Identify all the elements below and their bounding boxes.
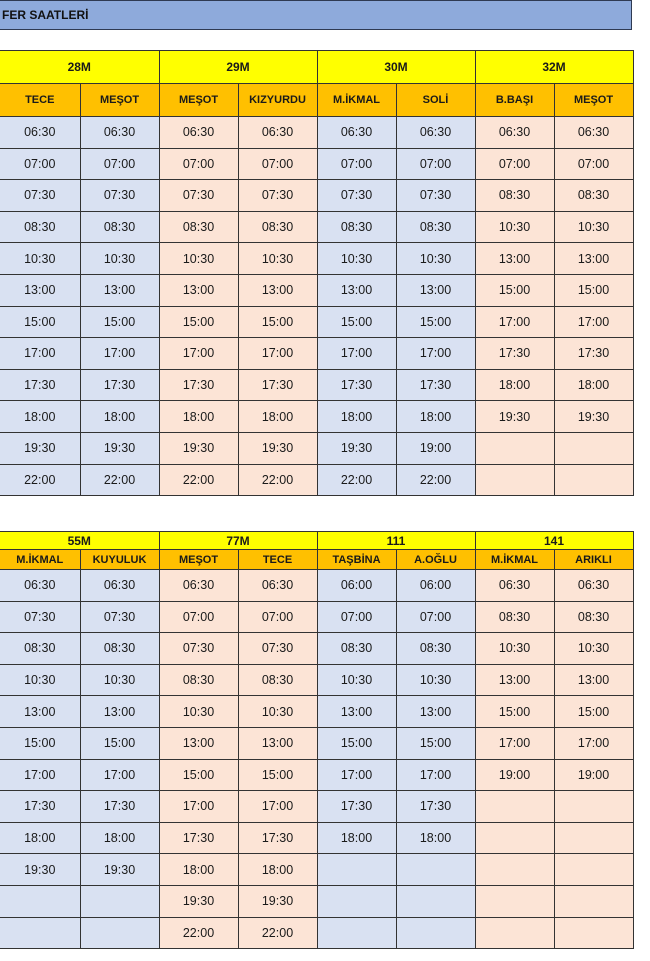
time-cell: 22:00: [396, 464, 475, 496]
time-cell: 17:00: [317, 759, 396, 791]
time-cell: 15:00: [554, 696, 633, 728]
table-row: [0, 148, 633, 180]
time-cell: 10:30: [317, 243, 396, 275]
route-header-cell: 55M: [0, 532, 159, 550]
table-row: [0, 759, 633, 791]
time-cell: 15:00: [317, 727, 396, 759]
time-cell: 08:30: [475, 601, 554, 633]
time-cell: 19:30: [0, 432, 80, 464]
time-cell: 15:00: [0, 727, 80, 759]
time-cell: 06:30: [475, 117, 554, 149]
time-cell: 10:30: [238, 243, 317, 275]
time-cell: 18:00: [317, 401, 396, 433]
time-cell: 10:30: [396, 664, 475, 696]
table-row: [0, 917, 633, 949]
time-cell: 08:30: [238, 211, 317, 243]
time-cell: 15:00: [238, 306, 317, 338]
table-row: [0, 727, 633, 759]
stop-header-cell: MEŞOT: [554, 84, 633, 117]
time-cell: 17:30: [396, 791, 475, 823]
schedule-table-2: [0, 531, 634, 949]
time-cell: 07:30: [396, 180, 475, 212]
time-cell: 13:00: [159, 274, 238, 306]
table-row: [0, 180, 633, 212]
time-cell: 08:30: [554, 601, 633, 633]
time-cell: 07:30: [0, 180, 80, 212]
stop-header-cell: M.İKMAL: [0, 550, 80, 570]
time-cell: [475, 917, 554, 949]
time-cell: 10:30: [475, 633, 554, 665]
time-cell: 17:00: [80, 759, 159, 791]
table-row: [0, 306, 633, 338]
time-cell: 10:30: [554, 211, 633, 243]
table-row: [0, 211, 633, 243]
time-cell: 18:00: [238, 854, 317, 886]
table-row: [0, 885, 633, 917]
time-cell: 17:00: [396, 338, 475, 370]
time-cell: [475, 791, 554, 823]
time-cell: 19:30: [238, 885, 317, 917]
time-cell: 17:30: [475, 338, 554, 370]
time-cell: [80, 917, 159, 949]
time-cell: [475, 885, 554, 917]
time-cell: 19:30: [554, 401, 633, 433]
table-row: [0, 401, 633, 433]
time-cell: 13:00: [554, 243, 633, 275]
stop-header-cell: KUYULUK: [80, 550, 159, 570]
time-cell: 08:30: [317, 211, 396, 243]
table-row: [0, 369, 633, 401]
time-cell: [396, 854, 475, 886]
table-row: [0, 274, 633, 306]
time-cell: 13:00: [396, 696, 475, 728]
time-cell: 15:00: [475, 274, 554, 306]
time-cell: 15:00: [159, 759, 238, 791]
time-cell: 13:00: [0, 274, 80, 306]
time-cell: 17:30: [317, 369, 396, 401]
time-cell: 07:30: [159, 633, 238, 665]
time-cell: 07:30: [80, 180, 159, 212]
time-cell: 18:00: [396, 401, 475, 433]
time-cell: 17:30: [0, 369, 80, 401]
time-cell: 15:00: [396, 306, 475, 338]
time-cell: 17:30: [159, 369, 238, 401]
stop-header-row: [0, 550, 633, 570]
time-cell: 17:00: [317, 338, 396, 370]
time-cell: 07:30: [80, 601, 159, 633]
time-cell: 10:30: [0, 664, 80, 696]
time-cell: 22:00: [238, 917, 317, 949]
time-cell: 07:30: [238, 180, 317, 212]
time-cell: 06:30: [238, 117, 317, 149]
table-row: [0, 338, 633, 370]
route-header-cell: 29M: [159, 51, 317, 84]
time-cell: 07:00: [238, 601, 317, 633]
table-row: [0, 243, 633, 275]
time-cell: 13:00: [475, 664, 554, 696]
time-cell: 17:00: [159, 791, 238, 823]
stop-header-cell: KIZYURDU: [238, 84, 317, 117]
time-cell: 19:30: [159, 885, 238, 917]
time-cell: 06:00: [396, 570, 475, 602]
time-cell: [80, 885, 159, 917]
time-cell: 13:00: [238, 274, 317, 306]
time-cell: 15:00: [238, 759, 317, 791]
time-cell: 08:30: [159, 664, 238, 696]
schedule-table-1: [0, 50, 634, 496]
time-cell: 07:00: [554, 148, 633, 180]
time-cell: 06:30: [554, 117, 633, 149]
time-cell: 17:00: [554, 306, 633, 338]
time-cell: 07:00: [159, 601, 238, 633]
stop-header-cell: TAŞBİNA: [317, 550, 396, 570]
time-cell: 17:30: [159, 822, 238, 854]
time-cell: 07:00: [475, 148, 554, 180]
time-cell: 17:00: [554, 727, 633, 759]
time-cell: 22:00: [0, 464, 80, 496]
time-cell: 19:30: [317, 432, 396, 464]
time-cell: 07:00: [159, 148, 238, 180]
table-row: [0, 464, 633, 496]
time-cell: [475, 464, 554, 496]
time-cell: 15:00: [80, 727, 159, 759]
time-cell: 13:00: [396, 274, 475, 306]
time-cell: 22:00: [238, 464, 317, 496]
time-cell: 07:30: [238, 633, 317, 665]
time-cell: 10:30: [396, 243, 475, 275]
time-cell: [0, 885, 80, 917]
table-row: [0, 854, 633, 886]
stop-header-cell: M.İKMAL: [317, 84, 396, 117]
time-cell: 17:00: [0, 338, 80, 370]
time-cell: [554, 917, 633, 949]
time-cell: 15:00: [396, 727, 475, 759]
route-header-cell: 30M: [317, 51, 475, 84]
time-cell: 06:30: [80, 117, 159, 149]
time-cell: 06:30: [554, 570, 633, 602]
time-cell: [475, 822, 554, 854]
time-cell: 10:30: [0, 243, 80, 275]
table-row: [0, 633, 633, 665]
stop-header-cell: A.OĞLU: [396, 550, 475, 570]
time-cell: 17:00: [80, 338, 159, 370]
time-cell: 08:30: [475, 180, 554, 212]
time-cell: 07:30: [159, 180, 238, 212]
time-cell: 18:00: [0, 401, 80, 433]
time-cell: 17:30: [238, 822, 317, 854]
time-cell: 15:00: [554, 274, 633, 306]
stop-header-row: [0, 84, 633, 117]
time-cell: 08:30: [0, 633, 80, 665]
time-cell: 17:00: [238, 338, 317, 370]
table-row: [0, 664, 633, 696]
time-cell: 06:30: [475, 570, 554, 602]
time-cell: 10:30: [80, 243, 159, 275]
time-cell: 10:30: [317, 664, 396, 696]
time-cell: 08:30: [554, 180, 633, 212]
time-cell: 18:00: [317, 822, 396, 854]
time-cell: 17:30: [396, 369, 475, 401]
time-cell: [317, 917, 396, 949]
time-cell: 17:00: [159, 338, 238, 370]
time-cell: 19:30: [238, 432, 317, 464]
time-cell: 18:00: [159, 401, 238, 433]
route-header-cell: 141: [475, 532, 633, 550]
route-header-cell: 28M: [0, 51, 159, 84]
time-cell: 15:00: [80, 306, 159, 338]
time-cell: 06:30: [317, 117, 396, 149]
time-cell: 08:30: [80, 211, 159, 243]
time-cell: 22:00: [159, 917, 238, 949]
time-cell: [554, 432, 633, 464]
time-cell: 08:30: [396, 633, 475, 665]
time-cell: 17:30: [238, 369, 317, 401]
time-cell: 19:30: [0, 854, 80, 886]
table-row: [0, 791, 633, 823]
time-cell: 17:00: [238, 791, 317, 823]
time-cell: 18:00: [396, 822, 475, 854]
time-cell: 15:00: [475, 696, 554, 728]
time-cell: [317, 885, 396, 917]
time-cell: 06:30: [238, 570, 317, 602]
table-row: [0, 432, 633, 464]
time-cell: 22:00: [317, 464, 396, 496]
route-header-row: [0, 51, 633, 84]
time-cell: 17:00: [475, 306, 554, 338]
stop-header-cell: MEŞOT: [159, 550, 238, 570]
time-cell: 07:00: [80, 148, 159, 180]
time-cell: 17:00: [0, 759, 80, 791]
time-cell: 18:00: [80, 822, 159, 854]
time-cell: 07:00: [317, 148, 396, 180]
time-cell: 15:00: [159, 306, 238, 338]
time-cell: 17:00: [475, 727, 554, 759]
time-cell: 06:30: [0, 570, 80, 602]
time-cell: 18:00: [159, 854, 238, 886]
time-cell: 13:00: [317, 274, 396, 306]
time-cell: 10:30: [159, 696, 238, 728]
time-cell: 06:30: [0, 117, 80, 149]
time-cell: [475, 432, 554, 464]
time-cell: 07:30: [0, 601, 80, 633]
time-cell: 13:00: [475, 243, 554, 275]
time-cell: 15:00: [317, 306, 396, 338]
time-cell: 08:30: [159, 211, 238, 243]
time-cell: 19:30: [80, 854, 159, 886]
time-cell: 18:00: [475, 369, 554, 401]
time-cell: 19:00: [396, 432, 475, 464]
route-header-cell: 77M: [159, 532, 317, 550]
time-cell: 17:30: [80, 791, 159, 823]
time-cell: 13:00: [80, 274, 159, 306]
time-cell: 13:00: [317, 696, 396, 728]
page-title: FER SAATLERİ: [2, 8, 89, 22]
time-cell: 18:00: [238, 401, 317, 433]
time-cell: 18:00: [554, 369, 633, 401]
time-cell: [475, 854, 554, 886]
time-cell: [554, 791, 633, 823]
time-cell: 19:00: [475, 759, 554, 791]
stop-header-cell: ARIKLI: [554, 550, 633, 570]
route-header-row: [0, 532, 633, 550]
time-cell: 06:30: [159, 117, 238, 149]
time-cell: 08:30: [396, 211, 475, 243]
time-cell: 18:00: [80, 401, 159, 433]
time-cell: 10:30: [238, 696, 317, 728]
page-title-bar: [0, 0, 632, 30]
time-cell: 19:30: [475, 401, 554, 433]
time-cell: 19:00: [554, 759, 633, 791]
route-header-cell: 111: [317, 532, 475, 550]
time-cell: 06:30: [159, 570, 238, 602]
time-cell: 07:00: [0, 148, 80, 180]
stop-header-cell: MEŞOT: [80, 84, 159, 117]
time-cell: 06:30: [396, 117, 475, 149]
time-cell: [554, 885, 633, 917]
time-cell: 06:30: [80, 570, 159, 602]
time-cell: 18:00: [0, 822, 80, 854]
time-cell: [317, 854, 396, 886]
time-cell: 13:00: [0, 696, 80, 728]
time-cell: 10:30: [475, 211, 554, 243]
time-cell: 22:00: [80, 464, 159, 496]
table-row: [0, 117, 633, 149]
time-cell: 15:00: [0, 306, 80, 338]
time-cell: 17:30: [317, 791, 396, 823]
stop-header-cell: MEŞOT: [159, 84, 238, 117]
time-cell: 07:00: [396, 148, 475, 180]
time-cell: 10:30: [80, 664, 159, 696]
stop-header-cell: SOLİ: [396, 84, 475, 117]
time-cell: [554, 822, 633, 854]
time-cell: 07:00: [396, 601, 475, 633]
time-cell: 06:00: [317, 570, 396, 602]
time-cell: 19:30: [80, 432, 159, 464]
table-row: [0, 570, 633, 602]
time-cell: 07:30: [317, 180, 396, 212]
time-cell: 07:00: [238, 148, 317, 180]
time-cell: 08:30: [317, 633, 396, 665]
time-cell: 10:30: [159, 243, 238, 275]
route-header-cell: 32M: [475, 51, 633, 84]
table-row: [0, 822, 633, 854]
time-cell: 17:30: [0, 791, 80, 823]
time-cell: 08:30: [80, 633, 159, 665]
time-cell: 13:00: [238, 727, 317, 759]
time-cell: 17:30: [554, 338, 633, 370]
time-cell: 08:30: [238, 664, 317, 696]
time-cell: 10:30: [554, 633, 633, 665]
stop-header-cell: TECE: [238, 550, 317, 570]
time-cell: 13:00: [159, 727, 238, 759]
time-cell: 17:00: [396, 759, 475, 791]
time-cell: 19:30: [159, 432, 238, 464]
stop-header-cell: B.BAŞI: [475, 84, 554, 117]
table-row: [0, 696, 633, 728]
stop-header-cell: M.İKMAL: [475, 550, 554, 570]
time-cell: [554, 854, 633, 886]
time-cell: 13:00: [80, 696, 159, 728]
time-cell: 07:00: [317, 601, 396, 633]
stop-header-cell: TECE: [0, 84, 80, 117]
time-cell: [396, 917, 475, 949]
time-cell: 17:30: [80, 369, 159, 401]
time-cell: 13:00: [554, 664, 633, 696]
time-cell: [554, 464, 633, 496]
table-row: [0, 601, 633, 633]
time-cell: 08:30: [0, 211, 80, 243]
time-cell: [396, 885, 475, 917]
time-cell: [0, 917, 80, 949]
time-cell: 22:00: [159, 464, 238, 496]
